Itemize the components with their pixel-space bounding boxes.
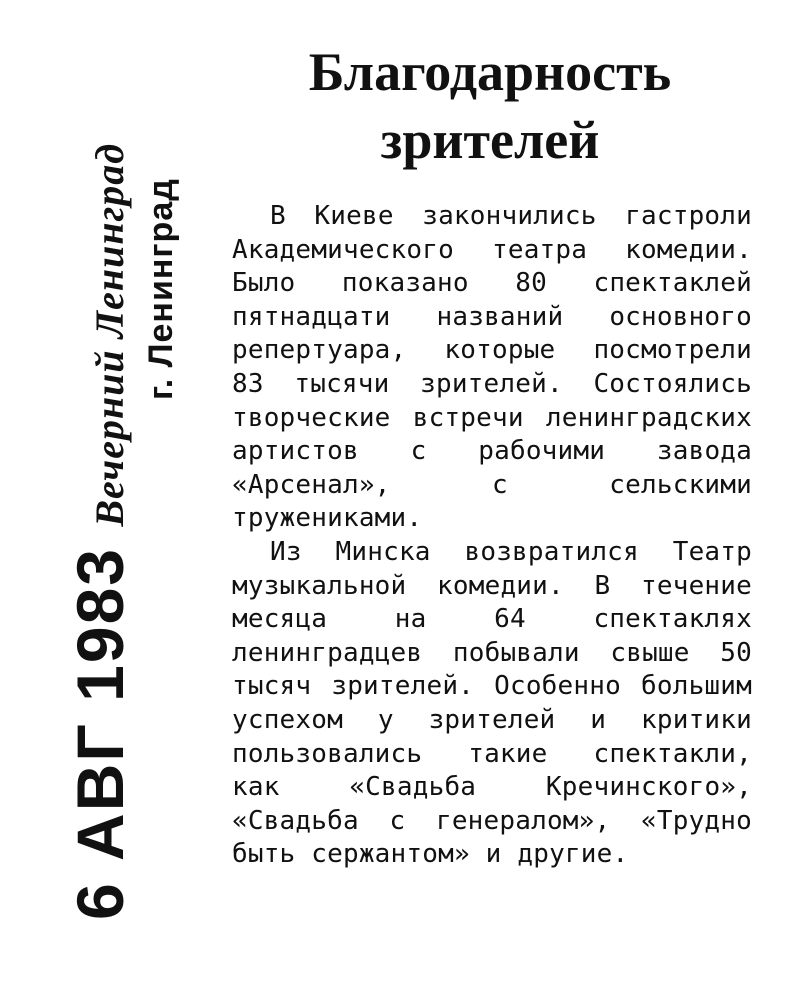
stamp-year: 1983: [63, 547, 137, 702]
stamp-city: г. Ленинград: [142, 178, 180, 400]
stamp-newspaper-name: Вечерний Ленинград: [87, 142, 132, 527]
stamp-date-line: [60, 143, 150, 920]
article-paragraph-2: Из Минска возвратился Театр музыкальной комедии. В течение месяца на 64 спектаклях ленинградцев побывали свыше 50 тысяч зрителей. Особенно большим успехом у зрителей и критики пользовались такие спектакли, как «Свадьба Кречинского», «Свадьба с генералом», «Трудно быть сержантом» и другие.: [232, 536, 752, 870]
stamp-day: 6: [63, 881, 137, 920]
headline-line-2: зрителей: [380, 110, 600, 170]
stamp-month: АВГ: [63, 722, 137, 861]
article-paragraph-1: В Киеве закончились гастроли Академического театра комедии. Было показано 80 спектаклей пятнадцати названий основного репертуара, которые посмотрели 83 тысячи зрителей. Состоялись творческие встречи ленинградских артистов с рабочими завода «Арсенал», с сельскими тружениками.: [232, 201, 752, 534]
date-stamp: [60, 120, 190, 920]
article-body: [232, 200, 752, 872]
headline-line-1: Благодарность: [308, 42, 672, 102]
article-headline: [230, 38, 750, 174]
date-stamp-rotated: [60, 120, 190, 920]
